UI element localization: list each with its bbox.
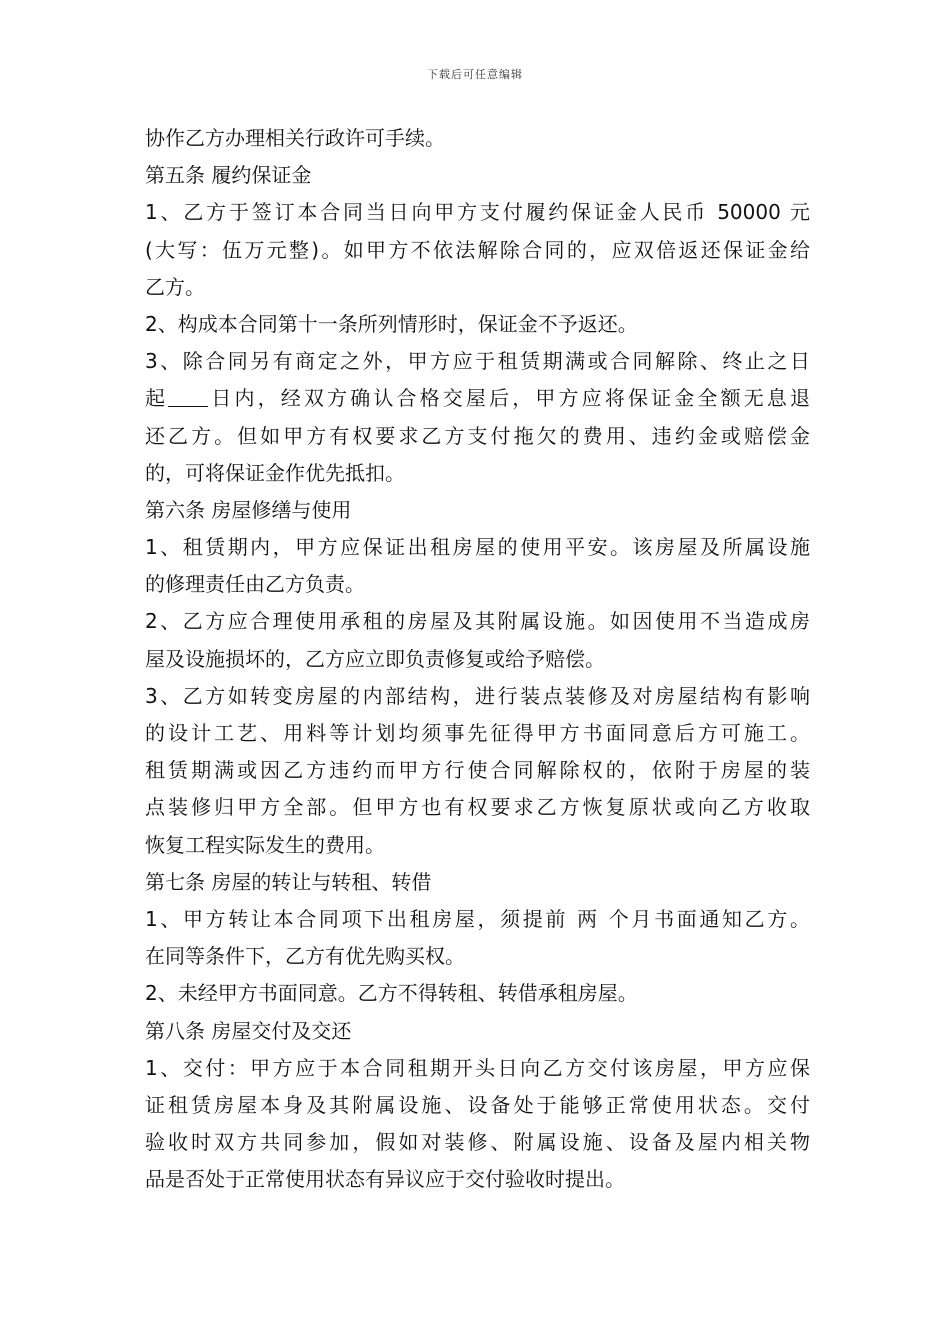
text-line: 恢复工程实际发生的费用。 bbox=[145, 832, 385, 857]
text-line: 品是否处于正常使用状态有异议应于交付验收时提出。 bbox=[145, 1167, 625, 1192]
text-line: 乙方。 bbox=[145, 274, 205, 299]
section-heading-8: 第八条 房屋交付及交还 bbox=[145, 1018, 352, 1043]
text-line: (大写：伍万元整)。如甲方不依法解除合同的，应双倍返还保证金给 bbox=[145, 237, 810, 262]
text-line: 2、未经甲方书面同意。乙方不得转租、转借承租房屋。 bbox=[145, 981, 638, 1006]
text-line: 协作乙方办理相关行政许可手续。 bbox=[145, 126, 445, 150]
page-header: 下载后可任意编辑 bbox=[427, 68, 523, 81]
text-line: 2、乙方应合理使用承租的房屋及其附属设施。如因使用不当造成房 bbox=[145, 609, 810, 634]
text-fragment: 起 bbox=[145, 386, 169, 411]
section-heading-6: 第六条 房屋修缮与使用 bbox=[145, 497, 352, 522]
text-line: 2、构成本合同第十一条所列情形时，保证金不予返还。 bbox=[145, 311, 638, 336]
section-heading-5: 第五条 履约保证金 bbox=[145, 163, 312, 188]
text-line: 1、交付：甲方应于本合同租期开头日向乙方交付该房屋，甲方应保 bbox=[145, 1055, 810, 1080]
section-heading-7: 第七条 房屋的转让与转租、转借 bbox=[145, 869, 432, 894]
text-line: 在同等条件下，乙方有优先购买权。 bbox=[145, 944, 465, 969]
text-line: 1、甲方转让本合同项下出租房屋，须提前 两 个月书面通知乙方。 bbox=[145, 906, 810, 931]
text-fragment: 日内，经双方确认合格交屋后，甲方应将保证金全额无息退 bbox=[208, 386, 810, 411]
text-line: 1、乙方于签订本合同当日向甲方支付履约保证金人民币 50000 元 bbox=[145, 200, 810, 225]
text-line: 3、除合同另有商定之外，甲方应于租赁期满或合同解除、终止之日 bbox=[145, 349, 810, 374]
text-line: 的设计工艺、用料等计划均须事先征得甲方书面同意后方可施工。 bbox=[145, 721, 810, 745]
text-line: 屋及设施损坏的，乙方应立即负责修复或给予赔偿。 bbox=[145, 646, 605, 671]
text-line: 点装修归甲方全部。但甲方也有权要求乙方恢复原状或向乙方收取 bbox=[145, 795, 810, 820]
text-line: 还乙方。但如甲方有权要求乙方支付拖欠的费用、违约金或赔偿金 bbox=[145, 423, 810, 448]
text-line: 3、乙方如转变房屋的内部结构，进行装点装修及对房屋结构有影响 bbox=[145, 683, 810, 708]
text-line: 的修理责任由乙方负责。 bbox=[145, 572, 365, 597]
fill-in-blank bbox=[168, 386, 208, 407]
text-line: 1、租赁期内，甲方应保证出租房屋的使用平安。该房屋及所属设施 bbox=[145, 535, 810, 560]
text-line: 租赁期满或因乙方违约而甲方行使合同解除权的，依附于房屋的装 bbox=[145, 758, 810, 783]
text-line: 的，可将保证金作优先抵扣。 bbox=[145, 460, 405, 485]
document-body bbox=[145, 120, 810, 1198]
text-line: 验收时双方共同参加，假如对装修、附属设施、设备及屋内相关物 bbox=[145, 1130, 810, 1155]
text-line: 证租赁房屋本身及其附属设施、设备处于能够正常使用状态。交付 bbox=[145, 1092, 810, 1117]
text-line bbox=[145, 380, 810, 417]
